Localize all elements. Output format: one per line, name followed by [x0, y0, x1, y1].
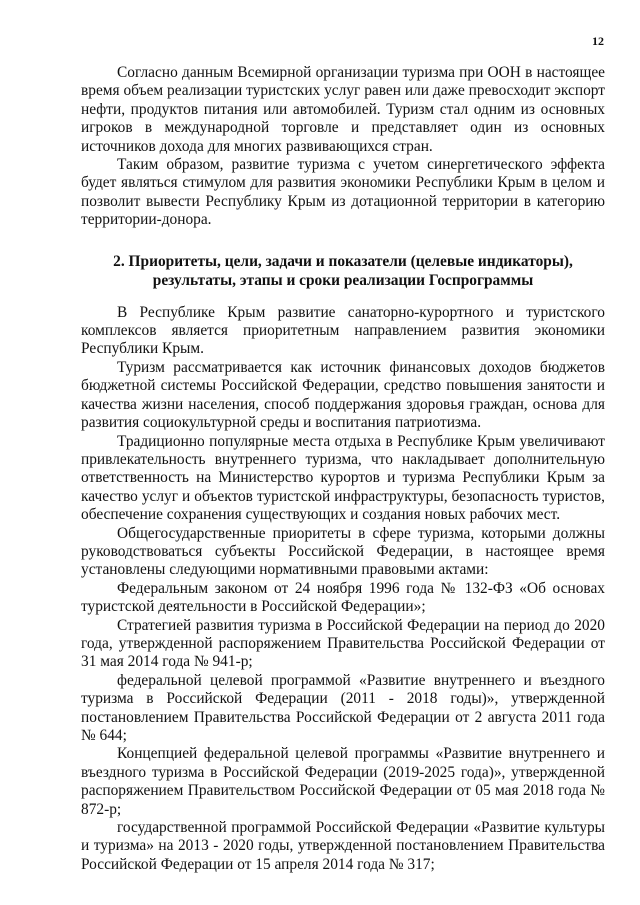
section-heading: [81, 252, 605, 290]
section-heading-line1: 2. Приоритеты, цели, задачи и показатели (целевые индикаторы),: [113, 252, 573, 270]
section-heading-line2: результаты, этапы и сроки реализации Госпрограммы: [152, 271, 534, 289]
document-body: [81, 64, 605, 874]
list-item-state-program: государственной программой Российской Федерации «Развитие культуры и туризма» на 2013 - 2020 годы, утвержденной постановлением Правительства Российской Федерации от 15 апреля 2014 года № 317;: [81, 819, 605, 873]
paragraph-synergy-effect: Таким образом, развитие туризма с учетом синергетического эффекта будет являться стимулом для развития экономики Республики Крым в целом и позволит вывести Республику Крым из дотационной территории в категорию территории-донора.: [81, 156, 605, 229]
paragraph-national-priorities: Общегосударственные приоритеты в сфере туризма, которыми должны руководствоваться субъекты Российской Федерации, в настоящее время установлены следующими нормативными правовыми актами:: [81, 524, 605, 579]
page-number: 12: [592, 34, 604, 48]
list-item-fcp-2011-2018: федеральной целевой программой «Развитие внутреннего и въездного туризма в Российской Федерации (2011 - 2018 годы)», утвержденной постановлением Правительства Российской Федерации от 2 августа 2011 года № 644;: [81, 671, 605, 744]
paragraph-tourism-revenue: Согласно данным Всемирной организации туризма при ООН в настоящее время объем реализации туристских услуг равен или даже превосходит экспорт нефти, продуктов питания или автомобилей. Туризм стал одним из основных игроков в международной торговле и представляет один из основных источников дохода для многих развивающихся стран.: [81, 64, 605, 155]
list-item-federal-law: Федеральным законом от 24 ноября 1996 года № 132-ФЗ «Об основах туристской деятельности в Российской Федерации»;: [81, 579, 605, 616]
list-item-concept-2019-2025: Концепцией федеральной целевой программы «Развитие внутреннего и въездного туризма в Российской Федерации (2019-2025 годa)», утвержденной распоряжением Правительством Российской Федерации от 05 мая 2018 года № 872-р;: [81, 745, 605, 818]
paragraph-popular-places: Традиционно популярные места отдыха в Республике Крым увеличивают привлекательность внутреннего туризма, что накладывает дополнительную ответственность на Министерство курортов и туризма Республики Крым за качество услуг и объектов туристской инфраструктуры, безопасность туристов, обеспечение сохранения существующих и создания новых рабочих мест.: [81, 432, 605, 524]
list-item-strategy: Стратегией развития туризма в Российской Федерации на период до 2020 года, утвержденной распоряжением Правительства Российской Федерации от 31 мая 2014 года № 941-р;: [81, 616, 605, 671]
paragraph-tourism-income: Туризм рассматривается как источник финансовых доходов бюджетов бюджетной системы Российской Федерации, средство повышения занятости и качества жизни населения, способ поддержания здоровья граждан, основа для развития социокультурной среды и воспитания патриотизма.: [81, 358, 605, 432]
paragraph-priority-direction: В Республике Крым развитие санаторно-курортного и туристского комплексов является приоритетным направлением развития экономики Республики Крым.: [81, 303, 605, 358]
